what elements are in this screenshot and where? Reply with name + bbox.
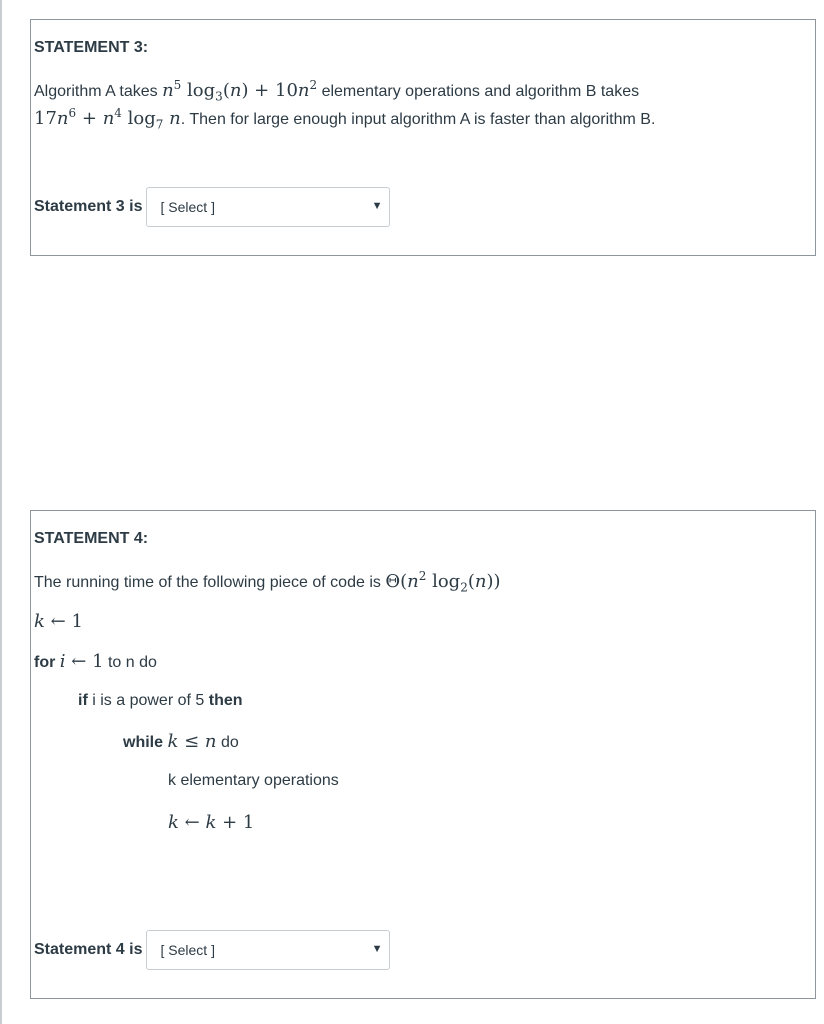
statement-4-select-value: [ Select ] xyxy=(160,942,215,958)
statement-3-line-1-suffix: elementary operations and algorithm B takes xyxy=(321,83,640,100)
triangle-down-icon: ▼ xyxy=(371,943,383,955)
page-left-border xyxy=(0,0,2,1024)
while-keyword: while xyxy=(123,734,164,751)
statement-4-select[interactable] xyxy=(146,930,390,970)
statement-4-heading: STATEMENT 4: xyxy=(34,530,149,547)
formula-k-assign-1: k ← 1 xyxy=(34,611,83,632)
if-condition: i is a power of 5 xyxy=(92,692,205,709)
statement-3-select[interactable] xyxy=(146,187,390,227)
statement-3-select-value: [ Select ] xyxy=(160,199,215,215)
then-keyword: then xyxy=(208,692,243,709)
statement-3-line-1-prefix: Algorithm A takes xyxy=(34,83,158,100)
formula-k-increment: k ← k + 1 xyxy=(168,812,255,833)
statement-3-card xyxy=(30,19,816,256)
statement-3-select-label: Statement 3 is xyxy=(34,198,143,215)
statement-3-line-2-suffix: . Then for large enough input algorithm A is faster than algorithm B. xyxy=(180,111,656,128)
statement-3-line-1 xyxy=(34,78,639,104)
code-line-while xyxy=(123,731,239,752)
statement-4-intro xyxy=(34,569,501,595)
statement-3-answer-row xyxy=(34,187,390,227)
code-line-increment xyxy=(168,812,254,833)
statement-4-answer-row xyxy=(34,930,390,970)
statement-3-heading: STATEMENT 3: xyxy=(34,39,149,56)
if-keyword: if xyxy=(78,692,88,709)
code-line-if xyxy=(78,692,243,710)
formula-algorithm-a: $n^5$ $\log_3(n) + 10n^2$ xyxy=(162,78,318,104)
ops-text: k elementary operations xyxy=(168,772,339,789)
formula-i-assign-1: i ← 1 xyxy=(59,651,104,672)
for-keyword: for xyxy=(34,654,56,671)
code-line-ops xyxy=(168,772,339,790)
triangle-down-icon: ▼ xyxy=(371,200,383,212)
formula-k-le-n: k ≤ n xyxy=(167,731,217,752)
statement-4-intro-text: The running time of the following piece of code is xyxy=(34,574,381,591)
for-tail: to n do xyxy=(107,654,157,671)
formula-theta: $\Theta(n^2$ $\log_2(n)$) xyxy=(385,569,501,595)
code-line-for xyxy=(34,651,157,672)
statement-4-card xyxy=(30,510,816,999)
formula-algorithm-b: $17n^6 + n^4$ $\log_7 n$ xyxy=(34,106,181,132)
code-line-k-init xyxy=(34,611,83,632)
while-tail: do xyxy=(220,734,239,751)
statement-4-select-label: Statement 4 is xyxy=(34,941,143,958)
statement-3-line-2 xyxy=(34,106,655,132)
